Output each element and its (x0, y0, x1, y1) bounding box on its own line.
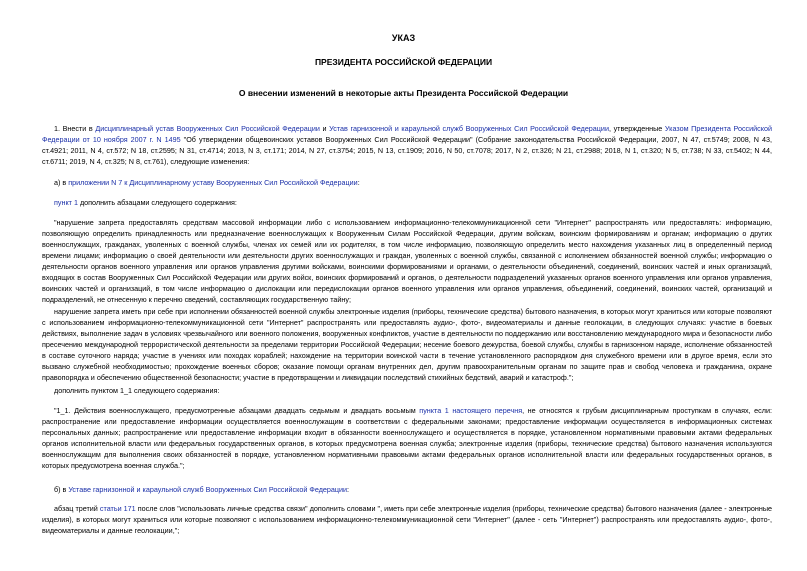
p2-text-b: : (357, 178, 360, 187)
p8-text-a: б) в (54, 485, 69, 494)
p6-text: дополнить пунктом 1_1 следующего содержания: (54, 386, 220, 395)
paragraph-quote-2 (42, 306, 772, 383)
paragraph-1-1 (42, 405, 772, 471)
p2-text-a: а) в (54, 178, 69, 187)
p4-text: "нарушение запрета предоставлять средствам массовой информации либо с использованием информационно-телекоммуникационной сети "Интернет" распространять или предоставлять: информацию, позволяющую определить принадлежность или предназначение военнослужащих к Вооруженным Силам Российской Федерации, другим войскам, воинским формированиям и органам; информацию о других военнослужащих, гражданах, уволенных с военной службы, членах их семей или их родителях, в том числе информацию, позволяющую определить место нахождения указанных лиц в определенный период времени лицами; информацию о своей деятельности или деятельности других военнослужащих и граждан, уволенных с военной службы, связанной с исполнением обязанностей военной службы; информацию о деятельности органов военного управления или органов управления другими войсками, воинскими формированиями и органами, о деятельности объединений, соединений, воинских частей и иных организаций, входящих в состав Вооруженных Сил Российской Федерации или других войск, воинских формирований и органов, о деятельности подразделений указанных органов военного управления или органов управления, воинских частей и организаций, в том числе информацию о дислокации или передислокации органов военного управления или органов управления, объединений, соединений, воинских частей, организаций и подразделений, не отнесенную к перечню сведений, составляющих государственную тайну; (42, 218, 772, 304)
link-point-1[interactable]: пункт 1 (54, 198, 78, 207)
doc-issuer-title: ПРЕЗИДЕНТА РОССИЙСКОЙ ФЕДЕРАЦИИ (314, 57, 493, 67)
link-article-171[interactable]: статьи 171 (99, 504, 136, 513)
paragraph-point-1 (42, 197, 772, 208)
link-decree-1495[interactable]: Указом Президента Российской Федерации от 10 ноября 2007 г. N 1495 (42, 124, 772, 144)
p1-text-a: 1. Внести в (54, 124, 96, 133)
link-point-1-list[interactable]: пункта 1 настоящего перечня (419, 406, 523, 415)
paragraph-1 (42, 123, 772, 167)
paragraph-b (42, 484, 772, 495)
p9-text-a: абзац третий (54, 504, 100, 513)
paragraph-a (42, 177, 772, 188)
p3-text-b: дополнить абзацами следующего содержания: (77, 198, 237, 207)
p9-text-b: после слов "использовать личные средства связи" дополнить словами ", иметь при себе электронные изделия (приборы, технические средства) бытового назначения (далее - электронные изделия), в которых могут храниться или которые позволяют с использованием информационно-телекоммуникационной сети "Интернет" (далее - сеть "Интернет") распространять или предоставлять аудио-, фото-, видеоматериалы и данные геолокации,"; (42, 504, 773, 535)
doc-subject-title: О внесении изменений в некоторые акты Президента Российской Федерации (238, 88, 569, 98)
p1-text-b: и (319, 124, 330, 133)
p7-text-a: "1_1. Действия военнослужащего, предусмотренные абзацами двадцать седьмым и двадцать восьмым (54, 406, 420, 415)
p5-text: нарушение запрета иметь при себе при исполнении обязанностей военной службы электронные изделия (приборы, технические средства) бытового назначения, в которых могут храниться или которые позволяют с использованием информационно-телекоммуникационной сети "Интернет" распространять или предоставлять аудио-, фото-, видеоматериалы и данные геолокации, в следующих случаях: участие в боевых действиях, выполнение задач в условиях чрезвычайного или военного положения, вооруженных конфликтов, участие в деятельности по поддержанию или восстановлению международного мира и безопасности либо пресечению международной террористической деятельности за пределами территории Российской Федерации; несение боевого дежурства, боевой службы, службы в гарнизонном наряде, исполнение обязанностей в составе суточного наряда; участие в учениях или походах кораблей; нахождение на территории воинской части в течение установленного распорядком дня служебного времени или в другое время, если это вызвано служебной необходимостью; прохождение военных сборов; оказание помощи органам внутренних дел, другим правоохранительным органам по защите прав и свобод человека и гражданина, охране правопорядка и обеспечению общественной безопасности; участие в предотвращении и ликвидации последствий стихийных бедствий, аварий и катастроф."; (42, 307, 772, 382)
link-garrison-charter-b[interactable]: Уставе гарнизонной и караульной служб Вооруженных Сил Российской Федерации (68, 485, 348, 494)
link-disciplinary-charter[interactable]: Дисциплинарный устав Вооруженных Сил Российской Федерации (95, 124, 320, 133)
p1-text-d: "Об утверждении общевоинских уставов Вооруженных Сил Российской Федерации" (Собрание законодательства Российской Федерации, 2007, N 47, ст.5749; 2008, N 43, ст.4921; 2011, N 4, ст.572; N 18, ст.2595; N 31, ст.4714; 2013, N 3, ст.171; 2014, N 27, ст.3754; 2015, N 13, ст.1909; 2016, N 50, ст.7078; 2017, N 2, ст.326; N 21, ст.2988; 2018, N 1, ст.320; N 5, ст.738; N 33, ст.5402; N 44, ст.6711; 2019, N 4, ст.325; N 8, ст.761), следующие изменения: (42, 135, 773, 166)
link-garrison-charter[interactable]: Устав гарнизонной и караульной служб Вооруженных Сил Российской Федерации (329, 124, 609, 133)
p7-text-b: , не относятся к грубым дисциплинарным проступкам в случаях, если: распространение или предоставление информации осуществляется военнослужащим в соответствии с федеральными законами; предоставление информации осуществляется в информационных системах персональных данных; распространение или предоставление информации входит в обязанности военнослужащего и осуществляется в порядке, установленном нормативными правовыми актами федеральных органов исполнительной власти или федеральных государственных органов, в которых предусмотрена военная служба; электронные изделия (приборы, технические средства) бытового назначения используются военнослужащим для выполнения своих обязанностей в порядке, установленном нормативными правовыми актами федеральных органов исполнительной власти или федеральных государственных органов, в которых предусмотрена военная служба."; (42, 406, 772, 470)
link-appendix-7[interactable]: приложении N 7 к Дисциплинарному уставу Вооруженных Сил Российской Федерации (68, 178, 358, 187)
p1-text-c: , утвержденные (608, 124, 665, 133)
doc-type-title: УКАЗ (391, 33, 416, 43)
p8-text-b: : (347, 485, 350, 494)
paragraph-add-1-1 (42, 385, 772, 396)
paragraph-article-171 (42, 503, 772, 536)
paragraph-quote-1 (42, 217, 772, 305)
